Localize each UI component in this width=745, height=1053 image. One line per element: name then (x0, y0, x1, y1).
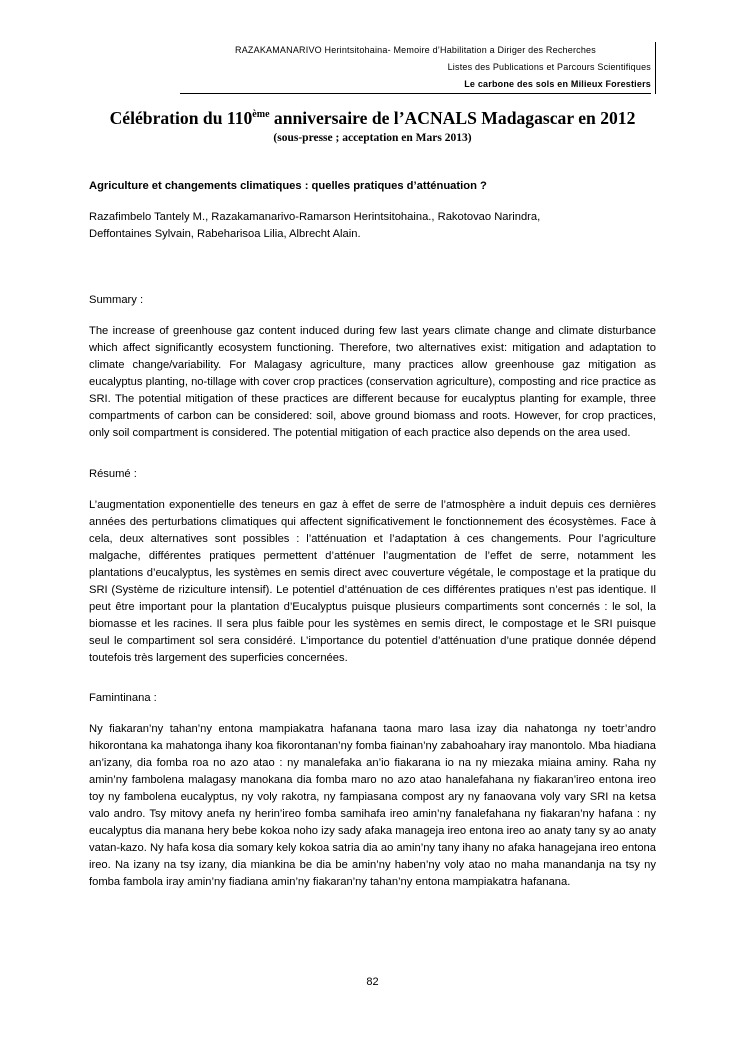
title-superscript: ème (252, 109, 270, 121)
resume-paragraph: L’augmentation exponentielle des teneurs en gaz à effet de serre de l’atmosphère a induit depuis ces dernières années des perturbations climatiques qui affectent significativement le fonctionnement des écosystèmes. Face à cela, deux alternatives sont possibles : l’atténuation et l’adaptation à ces changements. Pour l’agriculture malgache, différentes pratiques permettent d’atténuer l’augmentation de l’effet de serre, notamment les plantations d’eucalyptus, les systèmes en semis direct avec couverture végétale, le compostage et la pratique du SRI (Système de riziculture intensif). Le potentiel d’atténuation de ces différentes pratiques n’est pas identique. Il peut être important pour la plantation d’Eucalyptus puisque plusieurs compartiments sont concernés : le sol, la biomasse et les racines. Il sera plus faible pour les systèmes en semis direct, le compostage et le SRI puisque seul le compartiment sol sera considéré. L’importance du potentiel d’atténuation d’une pratique donnée dépend toutefois très largement des superficies concernées. (89, 499, 656, 664)
page-number: 82 (366, 976, 379, 988)
title-suffix: anniversaire de l’ACNALS Madagascar en 2012 (269, 108, 636, 128)
authors-line: Razafimbelo Tantely M., Razakamanarivo-Ramarson Herintsitohaina., Rakotovao Narindra, (89, 211, 541, 223)
title-prefix: Célébration du 110 (109, 108, 253, 128)
authors (89, 209, 656, 243)
page-subtitle: (sous-presse ; acceptation en Mars 2013) (273, 132, 472, 144)
summary-paragraph: The increase of greenhouse gaz content induced during few last years climate change and climate disturbance which affect significantly ecosystem functioning. Therefore, two alternatives exist: mitigation and adaptation to climate change/variability. For Malagasy agriculture, many practices allow greenhouse gaz mitigation as eucalyptus planting, no-tillage with cover crop practices (conservation agriculture), composting and rice practice as SRI. The potential mitigation of these practices are different because for eucalyptus planting for example, three compartments of carbon can be considered: soil, above ground biomass and roots. However, for crop practices, only soil compartment is considered. The potential mitigation of each practice also depends on the area used. (89, 325, 656, 439)
header-line-topic: Le carbone des sols en Milieux Forestiers (180, 76, 651, 94)
resume-heading: Résumé : (89, 468, 137, 480)
authors-line: Deffontaines Sylvain, Rabeharisoa Lilia, Albrecht Alain. (89, 228, 361, 240)
running-header (180, 42, 656, 94)
paper-title: Agriculture et changements climatiques : quelles pratiques d’atténuation ? (89, 180, 487, 192)
header-line-section: Listes des Publications et Parcours Scientifiques (447, 62, 651, 72)
header-line-author: RAZAKAMANARIVO Herintsitohaina- Memoire d’Habilitation a Diriger des Recherches (235, 45, 596, 55)
famintinana-heading: Famintinana : (89, 692, 157, 704)
page-title (90, 108, 655, 129)
famintinana-paragraph: Ny fiakaran’ny tahan’ny entona mampiakatra hafanana taona maro lasa izay dia nahatonga ny toetr’andro hikorontana ka mahatonga ihany koa fikorontanan’ny fomba fiainan’ny zabahoahary iray manontolo. Mba hiadiana an’izany, dia fomba roa no azo atao : ny manalefaka an’io fiakarana io na ny miezaka miaina aminy. Raha ny amin’ny fambolena malagasy manokana dia fomba maro no azo atao hanalefahana ny fiakaran’ireo entona ireo toy ny fambolena eucalyptus, ny voly rakotra, ny fampiasana compost ary ny fanaovana voly vary SRI na ketsa valo andro. Tsy mitovy anefa ny herin’ireo fomba samihafa ireo amin’ny fanalefahana ny fiakaran’ny hafana : ny eucalyptus dia manana hery bebe kokoa noho izy sady afaka manageja ireo entona ireo ao anaty tany sy ao anaty vatan-kazo. Ny hafa kosa dia somary kely kokoa satria dia ao amin’ny tany ihany no afaka hanagejana ireo entona ireo. Na izany na tsy izany, dia miankina be dia be amin’ny haben’ny voly atao no maha manandanja na tsy ny fomba fambola iray amin’ny fiadiana amin’ny fiakaran’ny tahan’ny entona mampiakatra hafanana. (89, 723, 656, 888)
summary-heading: Summary : (89, 294, 144, 306)
